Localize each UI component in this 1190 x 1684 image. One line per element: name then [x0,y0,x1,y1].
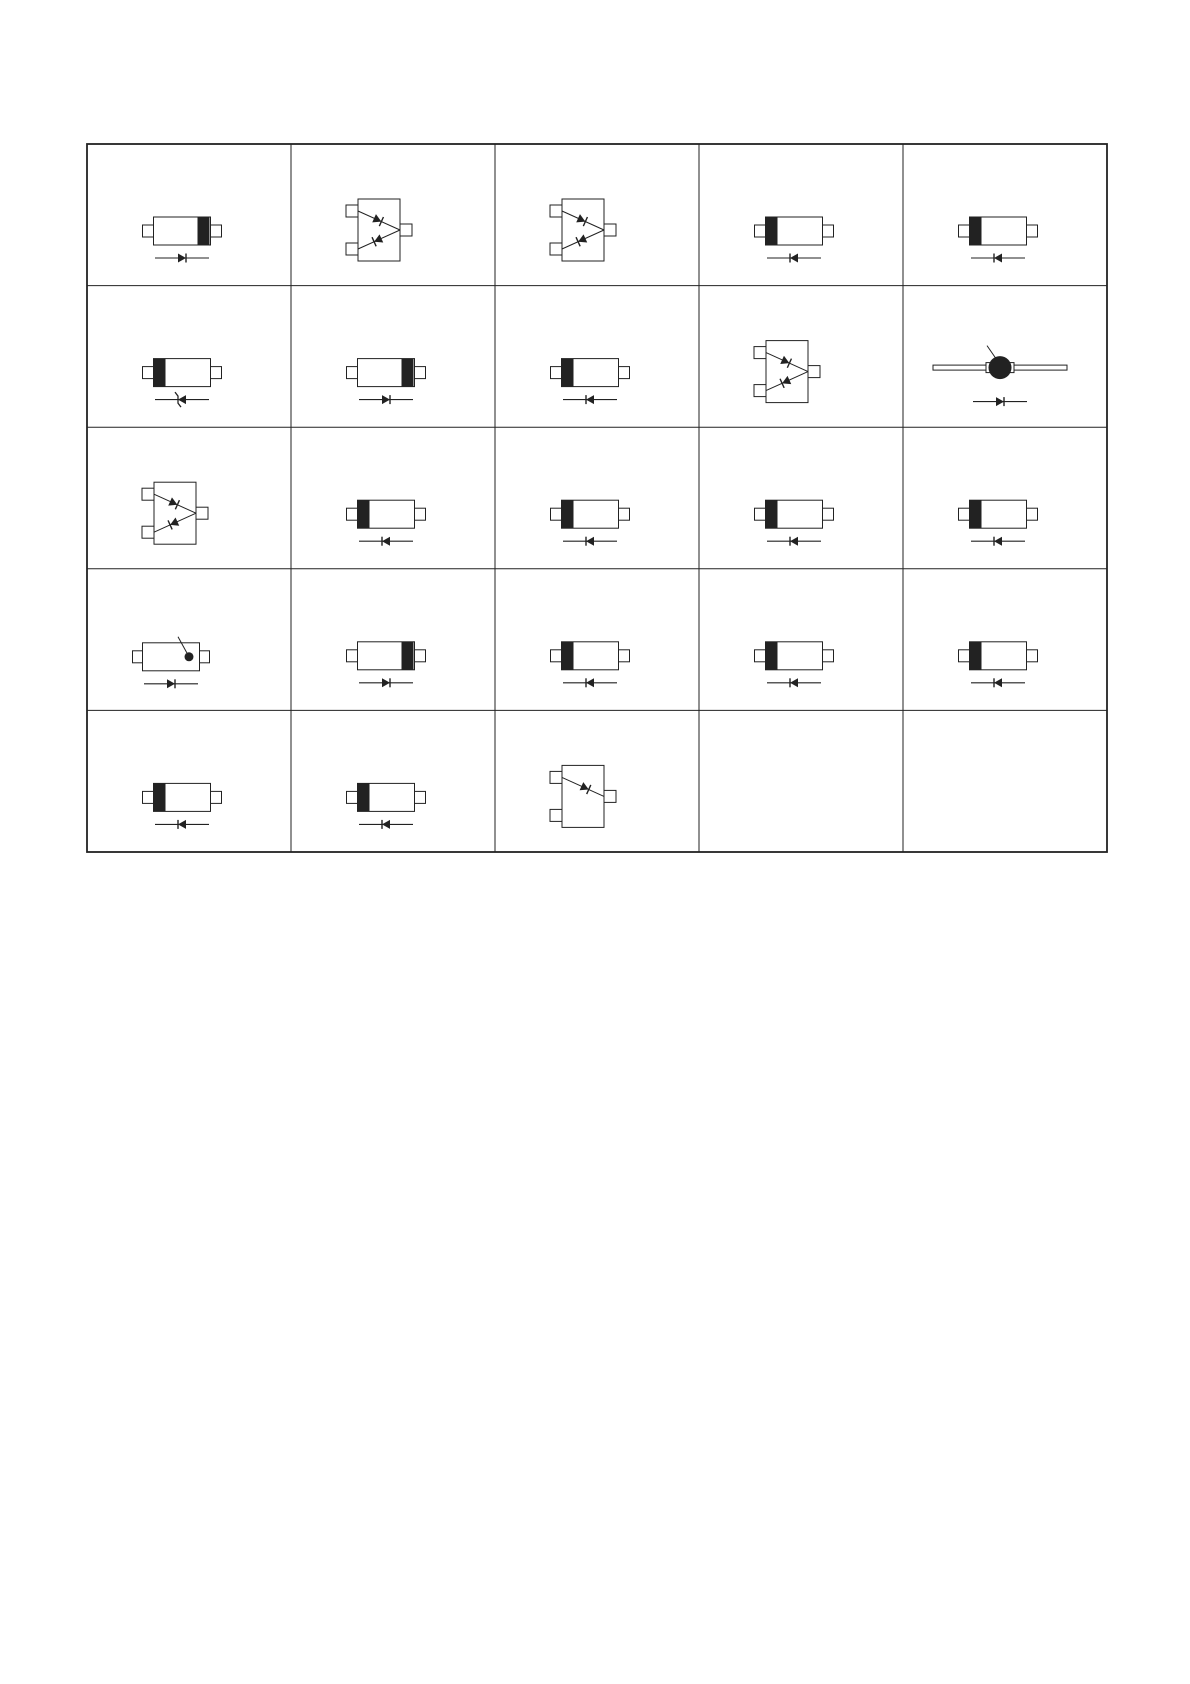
sod-body-with-cathode-band-icon [347,359,426,405]
sot-package-body [562,765,604,827]
left-terminal [959,225,970,237]
pin-1 [550,771,562,783]
three-lead-dual-diode-icon [550,199,616,261]
left-terminal [551,508,562,520]
cathode-band [154,783,166,811]
right-terminal [200,651,210,663]
right-terminal [823,225,834,237]
right-terminal [823,508,834,520]
anode-triangle [994,678,1002,687]
anode-triangle [790,254,798,263]
three-lead-dual-diode-icon [142,482,208,544]
pin-3 [604,790,616,802]
sot-package-body [358,199,400,261]
three-lead-dual-diode-icon [346,199,412,261]
pin-2 [550,243,562,255]
left-terminal [755,508,766,520]
right-terminal [211,791,222,803]
anode-triangle [382,678,390,687]
left-terminal [143,367,154,379]
cathode-band [402,359,414,387]
sod-body-with-cathode-band-icon [347,500,426,546]
marker-leader-line [987,346,996,359]
left-terminal [551,650,562,662]
cathode-band [198,217,210,245]
cathode-band [970,642,982,670]
sot-package-body [562,199,604,261]
cathode-band [970,217,982,245]
anode-triangle [586,395,594,404]
right-terminal [619,367,630,379]
right-terminal [823,650,834,662]
pin-2 [346,243,358,255]
sod-body-with-cathode-band-icon [755,642,834,688]
anode-triangle [586,537,594,546]
left-terminal [755,225,766,237]
right-terminal [415,650,426,662]
cathode-band [766,500,778,528]
sod-body-with-cathode-band-icon [551,359,630,405]
sod-body-with-cathode-band-icon [143,783,222,829]
right-terminal [415,367,426,379]
pin-2 [754,385,766,397]
sod-body-with-cathode-band-icon [959,642,1038,688]
pin-3 [604,224,616,236]
left-terminal [347,791,358,803]
sod-body-with-cathode-band-icon [143,359,222,408]
right-terminal [211,225,222,237]
anode-triangle [994,537,1002,546]
sod-body-with-cathode-band-icon [755,217,834,263]
right-terminal [1027,508,1038,520]
table-cells [133,199,1068,829]
anode-triangle [382,537,390,546]
sod-body-with-cathode-band-icon [347,783,426,829]
cathode-band [358,500,370,528]
cathode-band [358,783,370,811]
anode-triangle [178,254,186,263]
left-terminal [143,791,154,803]
left-terminal [143,225,154,237]
three-lead-dual-diode-icon [754,341,820,403]
right-terminal [211,367,222,379]
left-terminal [755,650,766,662]
pin-1 [142,488,154,500]
three-lead-single-diode-icon [550,765,616,827]
cathode-band [766,217,778,245]
glass-axial-diode-icon [933,346,1067,407]
left-terminal [133,651,143,663]
pin-1 [550,205,562,217]
left-terminal [347,367,358,379]
right-terminal [1027,225,1038,237]
left-terminal [347,508,358,520]
left-terminal [551,367,562,379]
sod-body-with-cathode-band-icon [347,642,426,688]
cathode-band [562,500,574,528]
cathode-band [970,500,982,528]
sod-body-with-cathode-band-icon [959,500,1038,546]
anode-triangle [994,254,1002,263]
pin-2 [550,809,562,821]
cathode-band [766,642,778,670]
right-terminal [619,650,630,662]
pin-3 [400,224,412,236]
right-terminal [415,791,426,803]
cathode-band [154,359,166,387]
anode-triangle [178,395,186,404]
anode-triangle [167,679,175,688]
anode-triangle [586,678,594,687]
cathode-band [402,642,414,670]
sot-package-body [766,341,808,403]
anode-triangle [790,537,798,546]
pin-1 [754,347,766,359]
left-terminal [347,650,358,662]
right-terminal [619,508,630,520]
sod-body-with-cathode-band-icon [143,217,222,263]
anode-triangle [996,397,1004,406]
sod-body-with-cathode-band-icon [755,500,834,546]
pin-1 [346,205,358,217]
right-terminal [1027,650,1038,662]
right-terminal [415,508,426,520]
sod-body-with-cathode-band-icon [551,500,630,546]
sod-body-with-dot-marker-icon [133,637,210,689]
anode-triangle [178,820,186,829]
left-terminal [959,650,970,662]
anode-triangle [790,678,798,687]
cathode-band [562,359,574,387]
sot-package-body [154,482,196,544]
left-terminal [959,508,970,520]
glass-bead-body [989,356,1012,379]
cathode-band [562,642,574,670]
anode-triangle [382,820,390,829]
pin-3 [196,507,208,519]
pin-3 [808,366,820,378]
sod-body-with-cathode-band-icon [959,217,1038,263]
anode-triangle [382,395,390,404]
pin-2 [142,526,154,538]
sod-body-with-cathode-band-icon [551,642,630,688]
